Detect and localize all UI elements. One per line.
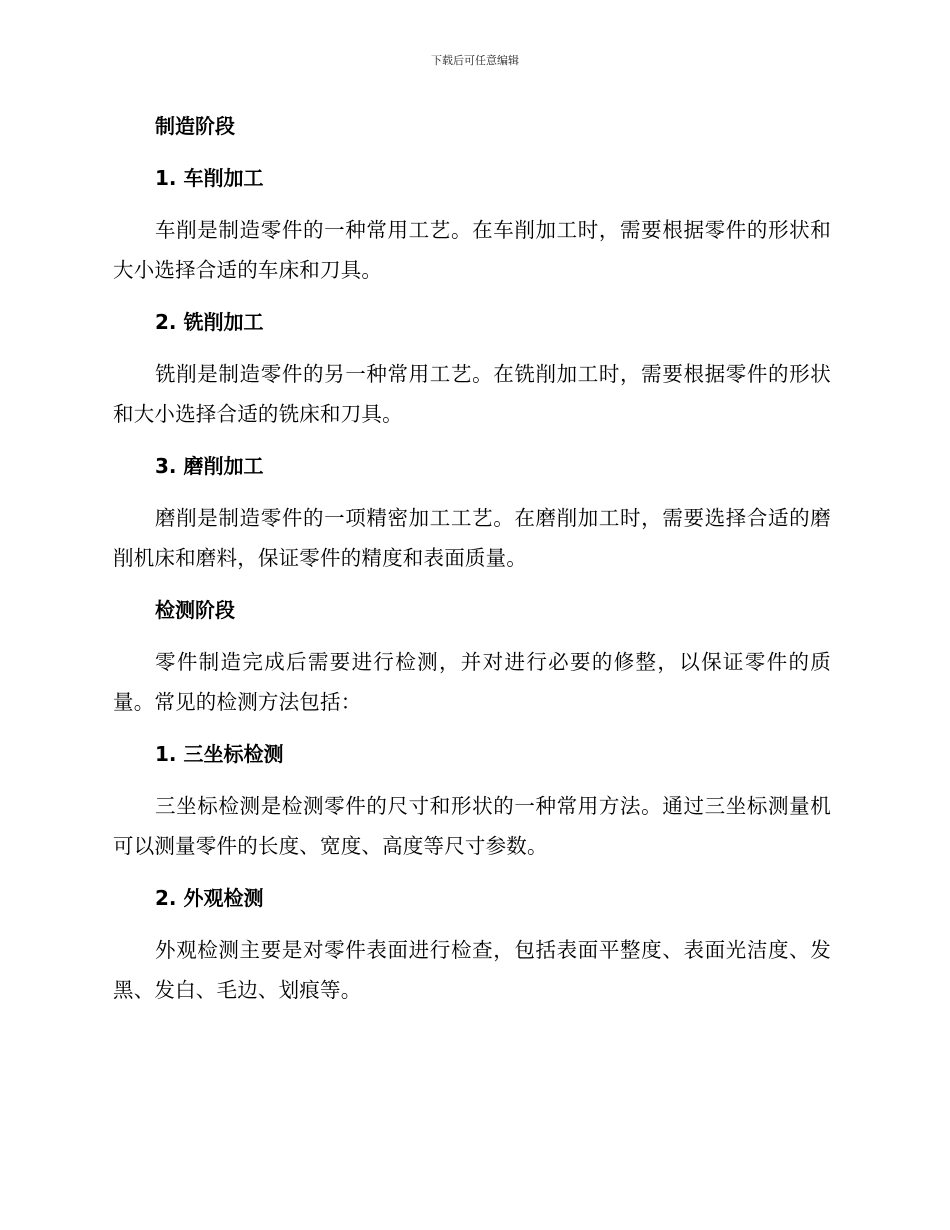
subheading-milling: 2. 铣削加工 <box>155 310 264 334</box>
section-heading-manufacturing: 制造阶段 <box>155 114 235 138</box>
paragraph-turning: 车削是制造零件的一种常用工艺。在车削加工时，需要根据零件的形状和大小选择合适的车床和刀具。 <box>113 218 831 282</box>
subheading-turning: 1. 车削加工 <box>155 166 264 190</box>
paragraph-inspection-intro: 零件制造完成后需要进行检测，并对进行必要的修整，以保证零件的质量。常见的检测方法包括： <box>113 650 831 714</box>
paragraph-grinding: 磨削是制造零件的一项精密加工工艺。在磨削加工时，需要选择合适的磨削机床和磨料，保证零件的精度和表面质量。 <box>113 506 831 570</box>
subheading-grinding: 3. 磨削加工 <box>155 454 264 478</box>
document-body <box>113 106 831 1022</box>
section-heading-inspection: 检测阶段 <box>155 598 235 622</box>
subheading-visual-inspection: 2. 外观检测 <box>155 886 264 910</box>
paragraph-visual-inspection: 外观检测主要是对零件表面进行检查，包括表面平整度、表面光洁度、发黑、发白、毛边、划痕等。 <box>113 938 831 1002</box>
paragraph-cmm-inspection: 三坐标检测是检测零件的尺寸和形状的一种常用方法。通过三坐标测量机可以测量零件的长度、宽度、高度等尺寸参数。 <box>113 794 831 858</box>
subheading-cmm-inspection: 1. 三坐标检测 <box>155 742 284 766</box>
page-header: 下载后可任意编辑 <box>431 54 519 67</box>
paragraph-milling: 铣削是制造零件的另一种常用工艺。在铣削加工时，需要根据零件的形状和大小选择合适的铣床和刀具。 <box>113 362 831 426</box>
